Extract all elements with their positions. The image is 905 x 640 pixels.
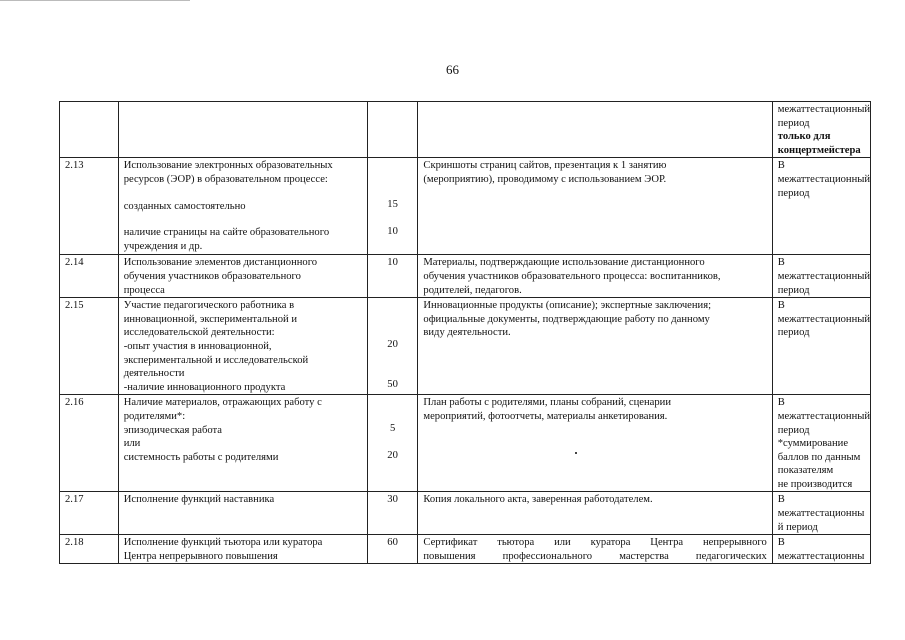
cell-documents xyxy=(418,102,772,158)
period-line: В xyxy=(777,300,785,312)
indicator-line: Исполнение функций тьютора или куратора xyxy=(123,537,323,549)
indicator-line: инновационной, экспериментальной и xyxy=(123,313,297,325)
table-row xyxy=(60,158,871,255)
top-edge-rule xyxy=(0,0,190,1)
period-line: межаттестационный xyxy=(777,270,871,282)
period-line: межаттестационный xyxy=(777,410,871,422)
period-note-bold: только для xyxy=(777,131,831,143)
table-row xyxy=(60,492,871,535)
points-value: 50 xyxy=(387,378,398,390)
period-line: *суммирование xyxy=(777,438,849,450)
cell-number: 2.16 xyxy=(60,395,119,492)
cell-documents xyxy=(418,492,772,535)
indicator-line: созданных самостоятельно xyxy=(123,200,246,212)
points-value: 60 xyxy=(387,537,398,549)
cell-number: 2.13 xyxy=(60,158,119,255)
period-line: В xyxy=(777,494,785,506)
cell-indicator xyxy=(118,102,367,158)
cell-period xyxy=(772,535,870,564)
documents-line: повышения профессионального мастерства педагогических xyxy=(423,550,767,562)
points-value: 10 xyxy=(387,257,398,269)
cell-documents xyxy=(418,395,772,492)
cell-period xyxy=(772,255,870,298)
period-line: межаттестационный xyxy=(777,173,871,185)
line-gap xyxy=(373,212,413,225)
indicator-line: исследовательской деятельности: xyxy=(123,327,275,339)
indicator-line: -наличие инновационного продукта xyxy=(123,381,286,393)
period-note-bold: концертмейстера xyxy=(777,144,861,156)
cell-indicator xyxy=(118,298,367,395)
line-gap xyxy=(373,185,413,198)
indicator-line: Использование электронных образовательных xyxy=(123,160,333,172)
line-gap xyxy=(373,365,413,378)
scan-speck xyxy=(575,452,577,454)
period-line: В xyxy=(777,257,785,269)
cell-period xyxy=(772,158,870,255)
indicator-line: Участие педагогического работника в xyxy=(123,300,295,312)
points-value: 20 xyxy=(387,339,398,351)
period-line: В xyxy=(777,397,785,409)
period-line: й период xyxy=(777,521,818,533)
table-row xyxy=(60,102,871,158)
cell-number: 2.15 xyxy=(60,298,119,395)
line-gap xyxy=(124,187,362,200)
indicator-line: Исполнение функций наставника xyxy=(123,494,275,506)
documents-line: Скриншоты страниц сайтов, презентация к 1 занятию xyxy=(423,160,667,172)
indicator-line: наличие страницы на сайте образовательного xyxy=(123,227,330,239)
indicator-line: Использование элементов дистанционного xyxy=(123,257,318,269)
period-line: период xyxy=(777,284,810,296)
indicator-line: Наличие материалов, отражающих работу с xyxy=(123,397,322,409)
cell-period xyxy=(772,492,870,535)
documents-line: родителей, педагогов. xyxy=(423,284,522,296)
cell-indicator xyxy=(118,395,367,492)
cell-documents xyxy=(418,535,772,564)
line-gap xyxy=(373,312,413,325)
cell-indicator xyxy=(118,535,367,564)
cell-number xyxy=(60,102,119,158)
criteria-table xyxy=(59,101,871,564)
period-line: межаттестационный xyxy=(777,313,871,325)
line-gap xyxy=(373,396,413,409)
documents-line: (мероприятию), проводимому с использованием ЭОР. xyxy=(423,173,667,185)
period-line: межаттестационны xyxy=(777,550,865,562)
points-value: 30 xyxy=(387,494,398,506)
documents-line: Материалы, подтверждающие использование дистанционного xyxy=(423,257,705,269)
line-gap xyxy=(373,436,413,449)
documents-line: Инновационные продукты (описание); экспертные заключения; xyxy=(423,300,712,312)
cell-documents xyxy=(418,298,772,395)
indicator-line: учреждения и др. xyxy=(123,240,203,252)
documents-line: Копия локального акта, заверенная работодателем. xyxy=(423,494,653,506)
indicator-line: -опыт участия в инновационной, xyxy=(123,340,272,352)
cell-points xyxy=(367,535,418,564)
period-line: период xyxy=(777,117,810,129)
points-value: 15 xyxy=(387,199,398,211)
indicator-line: родителями*: xyxy=(123,410,186,422)
period-line: не производится xyxy=(777,478,853,490)
cell-period xyxy=(772,395,870,492)
cell-points xyxy=(367,255,418,298)
line-gap xyxy=(373,159,413,172)
period-line: В xyxy=(777,537,785,549)
cell-period xyxy=(772,298,870,395)
line-gap xyxy=(373,299,413,312)
cell-documents xyxy=(418,255,772,298)
cell-period xyxy=(772,102,870,158)
documents-line: официальные документы, подтверждающие работу по данному xyxy=(423,313,710,325)
cell-documents xyxy=(418,158,772,255)
table-row xyxy=(60,535,871,564)
period-line: период xyxy=(777,327,810,339)
points-value: 10 xyxy=(387,225,398,237)
indicator-line: процесса xyxy=(123,284,165,296)
indicator-line: ресурсов (ЭОР) в образовательном процессе: xyxy=(123,173,328,185)
cell-number: 2.14 xyxy=(60,255,119,298)
documents-line: мероприятий, фотоотчеты, материалы анкетирования. xyxy=(423,410,668,422)
documents-line: обучения участников образовательного процесса: воспитанников, xyxy=(423,270,721,282)
points-value: 20 xyxy=(387,449,398,461)
cell-indicator xyxy=(118,158,367,255)
documents-line: План работы с родителями, планы собраний, сценарии xyxy=(423,397,672,409)
table-row xyxy=(60,298,871,395)
indicator-line: системность работы с родителями xyxy=(123,451,279,463)
indicator-line: обучения участников образовательного xyxy=(123,270,301,282)
period-line: период xyxy=(777,424,810,436)
cell-points xyxy=(367,102,418,158)
cell-points xyxy=(367,492,418,535)
period-line: межаттестационный xyxy=(777,104,871,115)
line-gap xyxy=(373,352,413,365)
cell-points xyxy=(367,158,418,255)
indicator-line: экспериментальной и исследовательской xyxy=(123,354,309,366)
line-gap xyxy=(373,172,413,185)
indicator-line: или xyxy=(123,438,141,450)
table-row xyxy=(60,255,871,298)
cell-number: 2.18 xyxy=(60,535,119,564)
documents-line: Сертификат тьютора или куратора Центра непрерывного xyxy=(423,537,767,549)
points-value: 5 xyxy=(389,423,396,435)
table-row xyxy=(60,395,871,492)
cell-number: 2.17 xyxy=(60,492,119,535)
indicator-line: Центра непрерывного повышения xyxy=(123,550,278,562)
line-gap xyxy=(373,409,413,422)
line-gap xyxy=(124,213,362,226)
period-line: баллов по данным xyxy=(777,451,861,463)
cell-points xyxy=(367,298,418,395)
period-line: межаттестационны xyxy=(777,508,865,520)
documents-line: виду деятельности. xyxy=(423,327,511,339)
cell-indicator xyxy=(118,255,367,298)
period-line: период xyxy=(777,187,810,199)
page-number: 66 xyxy=(446,62,459,77)
indicator-line: эпизодическая работа xyxy=(123,424,222,436)
line-gap xyxy=(373,325,413,338)
cell-points xyxy=(367,395,418,492)
indicator-line: деятельности xyxy=(123,368,185,380)
cell-indicator xyxy=(118,492,367,535)
period-line: показателям xyxy=(777,465,834,477)
period-line: В xyxy=(777,160,785,172)
